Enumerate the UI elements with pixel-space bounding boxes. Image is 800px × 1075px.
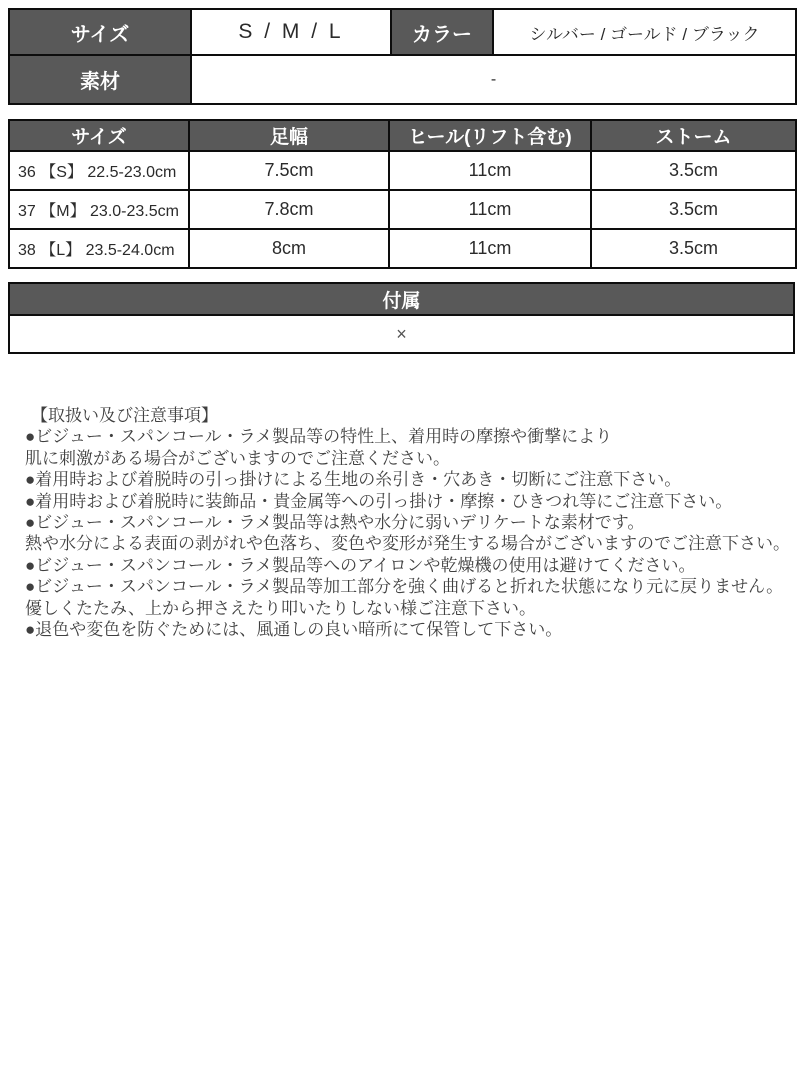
accessory-header-cell: 付属 bbox=[9, 283, 794, 315]
table-row-size-m bbox=[9, 190, 796, 229]
spec-row-material bbox=[9, 55, 796, 104]
handling-note-line: ●着用時および着脱時の引っ掛けによる生地の糸引き・穴あき・切断にご注意下さい。 bbox=[25, 470, 682, 490]
handling-notes bbox=[0, 405, 800, 640]
storm-cell: 3.5cm bbox=[591, 151, 796, 190]
size-name-cell: 37 【M】 23.0-23.5cm bbox=[9, 190, 189, 229]
handling-note-line: ●ビジュー・スパンコール・ラメ製品等は熱や水分に弱いデリケートな素材です。 bbox=[25, 513, 645, 533]
material-header-cell: 素材 bbox=[9, 55, 191, 104]
handling-note-line: ●ビジュー・スパンコール・ラメ製品等の特性上、着用時の摩擦や衝撃により bbox=[25, 427, 613, 447]
size-table-header-row bbox=[9, 120, 796, 151]
accessory-table bbox=[8, 282, 795, 354]
col-header-foot-width: 足幅 bbox=[189, 120, 389, 151]
accessory-value-cell: × bbox=[9, 315, 794, 353]
handling-note-line: ●ビジュー・スパンコール・ラメ製品等加工部分を強く曲げると折れた状態になり元に戻りません。 bbox=[25, 577, 784, 597]
accessory-value-row bbox=[9, 315, 794, 353]
storm-cell: 3.5cm bbox=[591, 229, 796, 268]
heel-cell: 11cm bbox=[389, 229, 591, 268]
col-header-heel: ヒール(リフト含む) bbox=[389, 120, 591, 151]
size-name-cell: 38 【L】 23.5-24.0cm bbox=[9, 229, 189, 268]
handling-note-line: ●着用時および着脱時に装飾品・貴金属等への引っ掛け・摩擦・ひきつれ等にご注意下さい。 bbox=[25, 491, 733, 511]
handling-note-line: ●退色や変色を防ぐためには、風通しの良い暗所にて保管して下さい。 bbox=[25, 620, 563, 640]
foot-width-cell: 8cm bbox=[189, 229, 389, 268]
handling-notes-title: 【取扱い及び注意事項】 bbox=[31, 406, 218, 425]
handling-note-line: ●ビジュー・スパンコール・ラメ製品等へのアイロンや乾燥機の使用は避けてください。 bbox=[25, 555, 696, 575]
storm-cell: 3.5cm bbox=[591, 190, 796, 229]
product-spec-page bbox=[0, 8, 800, 1075]
foot-width-cell: 7.8cm bbox=[189, 190, 389, 229]
spec-row-size-color bbox=[9, 9, 796, 55]
handling-note-line: 優しくたたみ、上から押さえたり叩いたりしない様ご注意下さい。 bbox=[25, 598, 537, 618]
table-row-size-s bbox=[9, 151, 796, 190]
spec-summary-table bbox=[8, 8, 797, 105]
heel-cell: 11cm bbox=[389, 151, 591, 190]
col-header-storm: ストーム bbox=[591, 120, 796, 151]
col-header-size: サイズ bbox=[9, 120, 189, 151]
table-row-size-l bbox=[9, 229, 796, 268]
color-header-cell: カラー bbox=[391, 9, 493, 55]
color-value-cell: シルバー / ゴールド / ブラック bbox=[493, 9, 796, 55]
size-header-cell: サイズ bbox=[9, 9, 191, 55]
accessory-header-row bbox=[9, 283, 794, 315]
handling-note-line: 肌に刺激がある場合がございますのでご注意ください。 bbox=[25, 448, 450, 468]
size-name-cell: 36 【S】 22.5-23.0cm bbox=[9, 151, 189, 190]
foot-width-cell: 7.5cm bbox=[189, 151, 389, 190]
handling-note-line: 熱や水分による表面の剥がれや色落ち、変色や変形が発生する場合がございますのでご注意下さい。 bbox=[25, 534, 790, 554]
size-value-cell: S / M / L bbox=[191, 9, 391, 55]
material-value-cell: - bbox=[191, 55, 796, 104]
size-measurements-table bbox=[8, 119, 797, 269]
heel-cell: 11cm bbox=[389, 190, 591, 229]
